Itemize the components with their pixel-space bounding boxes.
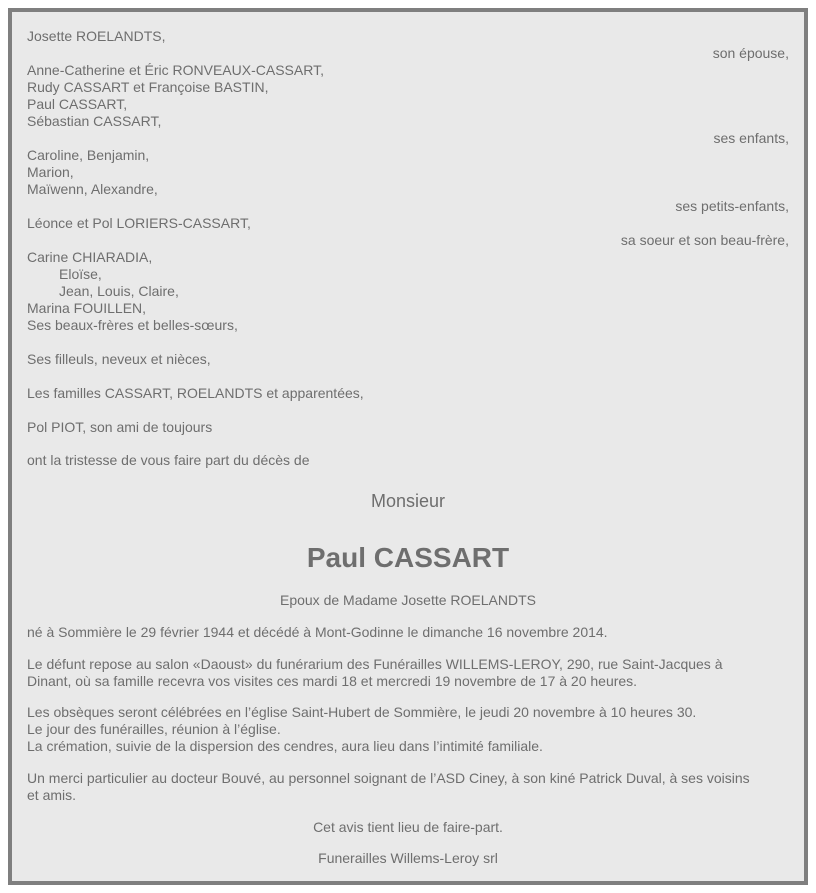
thanks-line: et amis. (27, 787, 77, 803)
family-line: Léonce et Pol LORIERS-CASSART, (27, 215, 251, 231)
family-line: Caroline, Benjamin, (27, 147, 150, 163)
repose-line: Le défunt repose au salon «Daoust» du funérarium des Funérailles WILLEMS-LEROY, 290, rue Saint-Jacques à (27, 656, 723, 672)
deceased-name: Paul CASSART (306, 542, 510, 573)
family-line: Eloïse, (59, 266, 102, 282)
spouse-line: Epoux de Madame Josette ROELANDTS (279, 592, 536, 608)
family-line: Marina FOUILLEN, (27, 300, 147, 316)
family-line: Jean, Louis, Claire, (59, 283, 179, 299)
family-line: Ses beaux-frères et belles-sœurs, (27, 317, 238, 333)
thanks-line: Un merci particulier au docteur Bouvé, au personnel soignant de l’ASD Ciney, à son kiné Patrick Duval, à ses voisins (27, 770, 750, 786)
birth-death-line: né à Sommière le 29 février 1944 et décédé à Mont-Godinne le dimanche 16 novembre 2014. (27, 624, 608, 640)
family-line: Carine CHIARADIA, (27, 249, 153, 265)
obseques-line: Les obsèques seront célébrées en l’église Saint-Hubert de Sommière, le jeudi 20 novembre à 10 heures 30. (27, 704, 697, 720)
family-line: Josette ROELANDTS, (27, 28, 166, 44)
family-line: Ses filleuls, neveux et nièces, (27, 351, 211, 367)
family-line: Rudy CASSART et Françoise BASTIN, (27, 79, 269, 95)
family-line: Maïwenn, Alexandre, (27, 181, 158, 197)
relation-label: sa soeur et son beau-frère, (620, 232, 789, 248)
family-line: Anne-Catherine et Éric RONVEAUX-CASSART, (27, 62, 324, 78)
funeral-home: Funerailles Willems-Leroy srl (318, 850, 498, 866)
family-line: Les familles CASSART, ROELANDTS et apparentées, (27, 385, 364, 401)
announcement-line: ont la tristesse de vous faire part du décès de (27, 452, 310, 468)
notice-line: Cet avis tient lieu de faire-part. (313, 819, 503, 835)
family-line: Pol PIOT, son ami de toujours (27, 419, 213, 435)
repose-line: Dinant, où sa famille recevra vos visites ces mardi 18 et mercredi 19 novembre de 17 à 20 heures. (27, 673, 638, 689)
relation-label: son épouse, (712, 45, 789, 61)
obseques-line: Le jour des funérailles, réunion à l’église. (27, 721, 281, 737)
family-line: Marion, (27, 164, 74, 180)
family-line: Paul CASSART, (27, 96, 128, 112)
family-line: Sébastian CASSART, (27, 113, 162, 129)
obituary-card (8, 8, 808, 885)
deceased-title: Monsieur (370, 491, 446, 511)
relation-label: ses enfants, (713, 130, 789, 146)
obseques-line: La crémation, suivie de la dispersion des cendres, aura lieu dans l’intimité familiale. (27, 738, 543, 754)
relation-label: ses petits-enfants, (675, 198, 789, 214)
